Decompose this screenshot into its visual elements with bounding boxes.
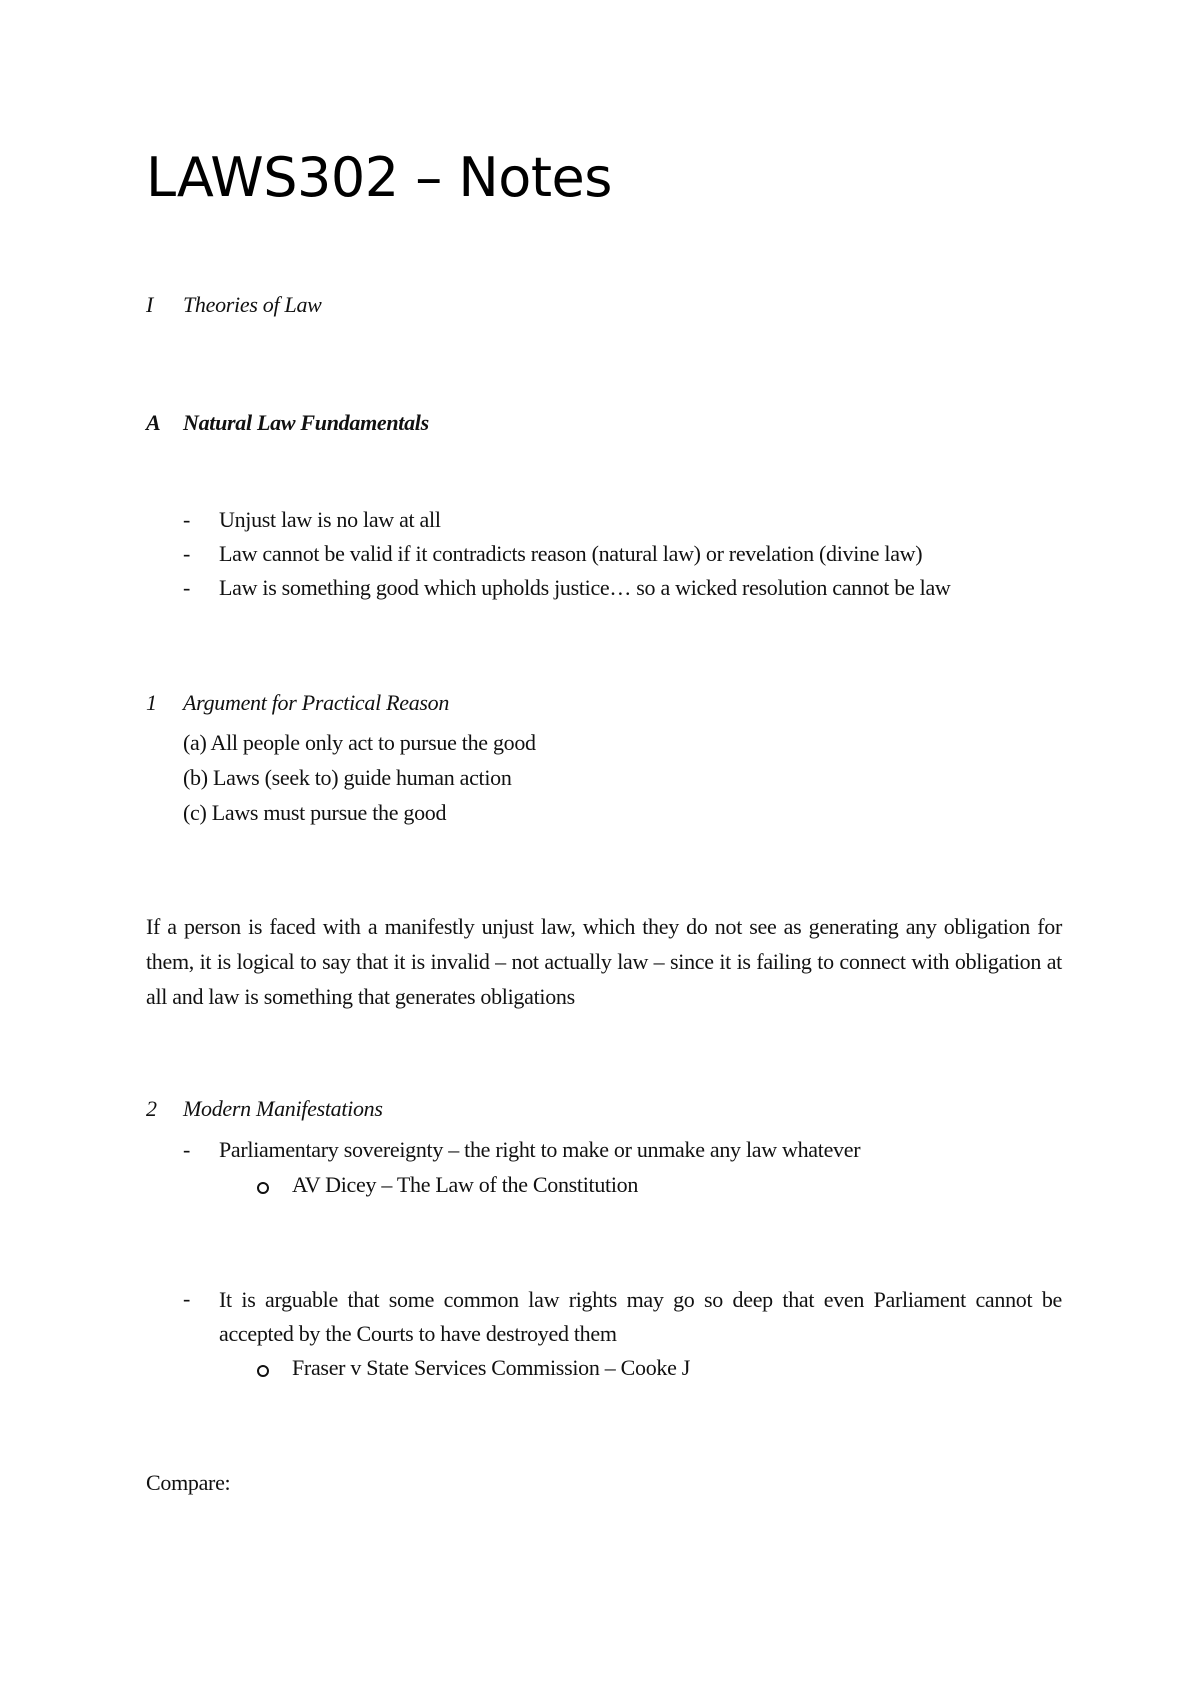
section-number: 1 bbox=[146, 690, 157, 715]
list-item: (b) Laws (seek to) guide human action bbox=[183, 765, 512, 790]
list-item-text: Law is something good which upholds justice… so a wicked resolution cannot be law bbox=[219, 575, 951, 600]
circle-bullet-icon bbox=[257, 1365, 269, 1377]
dash-bullet: - bbox=[183, 1137, 191, 1162]
section-number: 2 bbox=[146, 1096, 157, 1121]
list-item-text: Unjust law is no law at all bbox=[219, 507, 441, 532]
list-item-text: Parliamentary sovereignty – the right to make or unmake any law whatever bbox=[219, 1137, 861, 1162]
list-item-text: Law cannot be valid if it contradicts reason (natural law) or revelation (divine law) bbox=[219, 541, 923, 566]
section-title: Argument for Practical Reason bbox=[183, 690, 450, 715]
section-title: Modern Manifestations bbox=[183, 1096, 383, 1121]
section-heading-1 bbox=[146, 690, 449, 716]
list-item-text: It is arguable that some common law rights may go so deep that even Parliament cannot be accepted by the Courts to have destroyed them bbox=[219, 1287, 1062, 1346]
list-item: (a) All people only act to pursue the good bbox=[183, 730, 536, 755]
section-number: I bbox=[146, 292, 154, 317]
dash-bullet: - bbox=[183, 1286, 191, 1311]
dash-bullet: - bbox=[183, 575, 191, 600]
section-title: Natural Law Fundamentals bbox=[183, 410, 429, 435]
section-heading-a bbox=[146, 410, 429, 436]
sub-list-item-text: AV Dicey – The Law of the Constitution bbox=[292, 1172, 639, 1197]
list-item: (c) Laws must pursue the good bbox=[183, 800, 447, 825]
sub-list-item-text: Fraser v State Services Commission – Cooke J bbox=[292, 1355, 691, 1380]
compare-label: Compare: bbox=[146, 1470, 231, 1495]
document-title: LAWS302 – Notes bbox=[146, 146, 612, 209]
section-heading-2 bbox=[146, 1096, 383, 1122]
body-paragraph: If a person is faced with a manifestly unjust law, which they do not see as generating any obligation for them, it is logical to say that it is invalid – not actually law – since it is failing to connect with obligation at all and law is something that generates obligations bbox=[146, 914, 1062, 1009]
circle-bullet-icon bbox=[257, 1182, 269, 1194]
section-number: A bbox=[146, 410, 161, 435]
section-title: Theories of Law bbox=[183, 292, 322, 317]
section-heading-i bbox=[146, 292, 322, 318]
dash-bullet: - bbox=[183, 541, 191, 566]
dash-bullet: - bbox=[183, 507, 191, 532]
